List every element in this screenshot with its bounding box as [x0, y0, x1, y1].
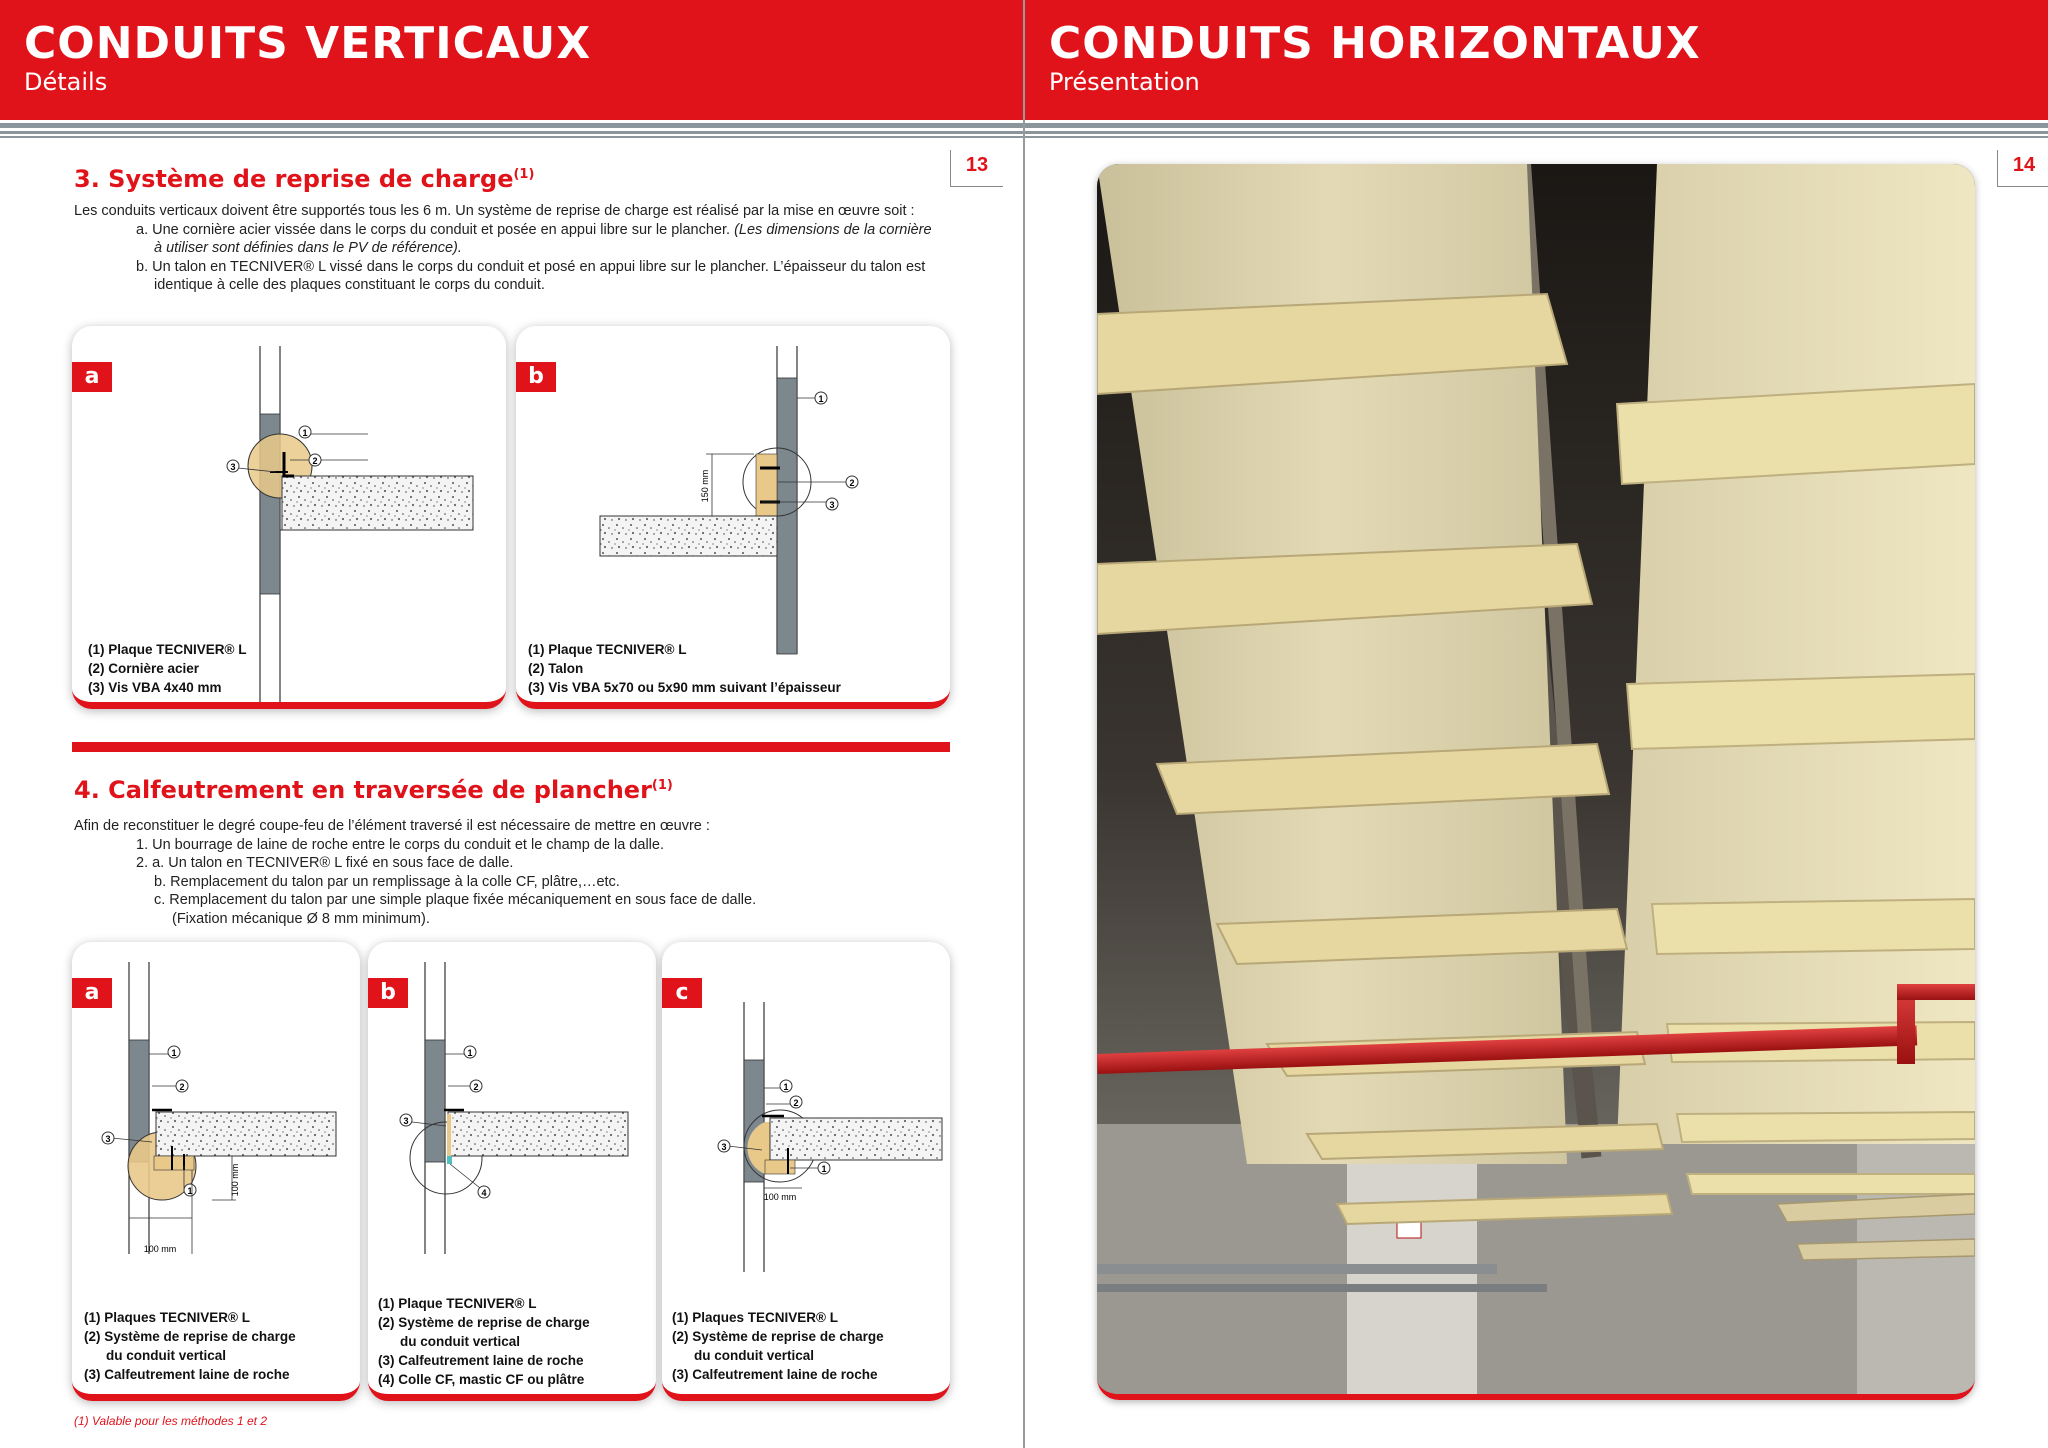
legend-item: (3) Calfeutrement laine de roche [672, 1367, 878, 1382]
figure-4c-badge: c [662, 978, 702, 1008]
figure-4b-badge: b [368, 978, 408, 1008]
callout-3: 3 [403, 1116, 409, 1126]
callout-2: 2 [849, 478, 855, 488]
dimension-150mm: 150 mm [700, 469, 710, 503]
callout-4: 4 [481, 1188, 487, 1198]
callout-3: 3 [721, 1142, 727, 1152]
figure-3b-legend [528, 640, 841, 697]
callout-3: 3 [829, 500, 835, 510]
section-4-text [74, 817, 974, 928]
figure-4a-legend [84, 1308, 296, 1384]
legend-item: (1) Plaques TECNIVER® L [84, 1310, 250, 1325]
figure-4b-panel [368, 942, 656, 1401]
figure-3b-panel [516, 326, 950, 709]
footnote: (1) Valable pour les méthodes 1 et 2 [74, 1414, 268, 1428]
page-number-13: 13 [950, 150, 1003, 187]
callout-1: 1 [783, 1082, 789, 1092]
callout-1b: 1 [821, 1164, 827, 1174]
callout-2: 2 [473, 1082, 479, 1092]
legend-item: (2) Système de reprise de charge [84, 1329, 296, 1344]
figure-3a-badge: a [72, 362, 112, 392]
left-header-stripes [0, 120, 1023, 142]
left-header-title: CONDUITS VERTICAUX [24, 18, 592, 69]
section-4-intro: Afin de reconstituer le degré coupe-feu de l’élément traversé il est nécessaire de mettre en œuvre : [74, 818, 710, 834]
section-4-title: 4. Calfeutrement en traversée de plancher$^{(1)}$ [74, 776, 673, 804]
callout-2: 2 [179, 1082, 185, 1092]
legend-item: (2) Système de reprise de charge [672, 1329, 884, 1344]
left-header-subtitle: Détails [24, 68, 108, 96]
section-4-item-1: 1. Un bourrage de laine de roche entre le corps du conduit et le champ de la dalle. [136, 836, 664, 853]
legend-item: (1) Plaque TECNIVER® L [88, 642, 247, 657]
figure-3a-legend [88, 640, 246, 697]
legend-item: (3) Vis VBA 5x70 ou 5x90 mm suivant l’épaisseur [528, 680, 841, 695]
section-4-item-2c-cont: (Fixation mécanique Ø 8 mm minimum). [172, 910, 430, 927]
legend-item: (4) Colle CF, mastic CF ou plâtre [378, 1372, 585, 1387]
section-3-item-b-cont: identique à celle des plaques constituant le corps du conduit. [154, 277, 545, 293]
legend-item: (2) Cornière acier [88, 661, 200, 676]
section-3-item-a-cont: à utiliser sont définies dans le PV de référence). [154, 240, 462, 256]
section-divider [72, 742, 950, 752]
section-3-item-b: b. Un talon en TECNIVER® L vissé dans le corps du conduit et posé en appui libre sur le plancher. L’épaisseur du talon est [136, 258, 926, 275]
figure-4c-legend [672, 1308, 884, 1384]
legend-item: (1) Plaque TECNIVER® L [378, 1296, 537, 1311]
page-number-14: 14 [1997, 150, 2048, 187]
callout-1: 1 [302, 428, 308, 438]
right-header-stripes [1025, 120, 2048, 142]
callout-3: 3 [230, 462, 236, 472]
figure-4b-legend [378, 1294, 590, 1389]
photo-horizontal-ducts [1097, 164, 1975, 1400]
left-header [0, 0, 1023, 120]
figure-4c-panel [662, 942, 950, 1401]
callout-3: 3 [105, 1134, 111, 1144]
dimension-horizontal: 100 mm [143, 1244, 177, 1254]
legend-item: (1) Plaque TECNIVER® L [528, 642, 687, 657]
callout-1b: 1 [187, 1186, 193, 1196]
legend-item: (3) Calfeutrement laine de roche [378, 1353, 584, 1368]
section-4-item-2c: c. Remplacement du talon par une simple plaque fixée mécaniquement en sous face de dalle. [154, 892, 757, 908]
callout-2: 2 [793, 1098, 799, 1108]
section-4-item-2b: b. Remplacement du talon par un remplissage à la colle CF, plâtre,…etc. [154, 873, 620, 890]
left-page [0, 0, 1023, 1448]
ducts-photo-illustration [1097, 164, 1975, 1394]
legend-item: du conduit vertical [694, 1348, 815, 1363]
section-3-text [74, 202, 974, 295]
callout-1: 1 [467, 1048, 473, 1058]
callout-2: 2 [312, 456, 318, 466]
legend-item: (2) Talon [528, 661, 584, 676]
section-3-title: 3. Système de reprise de charge$^{(1)}$ [74, 165, 535, 193]
right-page [1025, 0, 2048, 1448]
legend-item: du conduit vertical [106, 1348, 227, 1363]
section-4-item-2a: 2. a. Un talon en TECNIVER® L fixé en sous face de dalle. [136, 855, 514, 871]
dimension-horizontal: 100 mm [763, 1192, 797, 1202]
legend-item: (1) Plaques TECNIVER® L [672, 1310, 838, 1325]
right-header [1025, 0, 2048, 120]
right-header-title: CONDUITS HORIZONTAUX [1049, 18, 1701, 69]
dimension-vertical: 100 mm [230, 1163, 240, 1197]
legend-item: (3) Vis VBA 4x40 mm [88, 680, 222, 695]
callout-1: 1 [818, 394, 824, 404]
figure-4a-panel [72, 942, 360, 1401]
legend-item: (3) Calfeutrement laine de roche [84, 1367, 290, 1382]
figure-4a-badge: a [72, 978, 112, 1008]
section-3-item-a: a. Une cornière acier vissée dans le corps du conduit et posée en appui libre sur le plancher. (Les dimensions de la cornière [136, 221, 932, 238]
figure-3b-badge: b [516, 362, 556, 392]
callout-1: 1 [171, 1048, 177, 1058]
right-header-subtitle: Présentation [1049, 68, 1200, 96]
section-3-intro: Les conduits verticaux doivent être supportés tous les 6 m. Un système de reprise de charge est réalisé par la mise en œuvre soit : [74, 203, 915, 219]
legend-item: du conduit vertical [400, 1334, 521, 1349]
figure-3a-panel [72, 326, 506, 709]
legend-item: (2) Système de reprise de charge [378, 1315, 590, 1330]
